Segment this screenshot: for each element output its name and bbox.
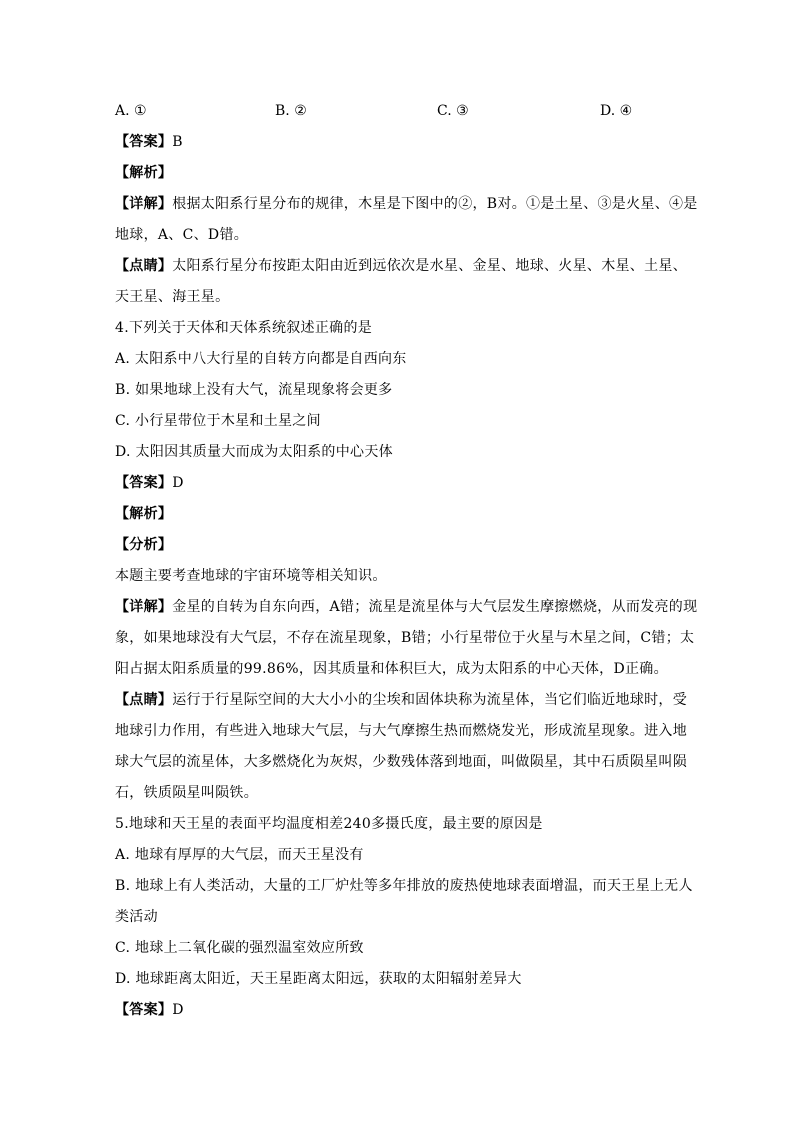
- answer-value: D: [172, 475, 184, 491]
- q3-option-d: D. ④: [600, 103, 633, 119]
- q4-detail-line: 象，如果地球没有大气层，不存在流星现象，B错；小行星带位于火星与木星之间，C错；太: [115, 630, 695, 646]
- q4-note-line: 地球引力作用，有些进入地球大气层，与大气摩擦生热而燃烧发光，形成流星现象。进入地: [115, 723, 687, 739]
- fenxi-tag: 【分析】: [115, 537, 173, 553]
- q4-fenxi-body: 本题主要考查地球的宇宙环境等相关知识。: [115, 568, 387, 584]
- q3-option-b: B. ②: [275, 103, 307, 119]
- q4-note-line: 石，铁质陨星叫陨铁。: [115, 785, 258, 801]
- q4-note-line: [115, 685, 688, 716]
- q3-option-a: A. ①: [115, 103, 147, 119]
- note-tag: 【点睛】: [115, 258, 173, 274]
- q5-stem: 5.地球和天王星的表面平均温度相差240多摄氏度，最主要的原因是: [115, 816, 543, 832]
- q5-option-a: A. 地球有厚厚的大气层，而天王星没有: [115, 847, 364, 863]
- q4-option-a: A. 太阳系中八大行星的自转方向都是自西向东: [115, 351, 407, 367]
- q3-detail-line: [115, 189, 698, 220]
- note-text: 运行于行星际空间的大大小小的尘埃和固体块称为流星体，当它们临近地球时，受: [172, 692, 688, 708]
- q5-option-c: C. 地球上二氧化碳的强烈温室效应所致: [115, 940, 364, 956]
- q3-note-line: [115, 251, 688, 282]
- q4-answer: [115, 468, 685, 499]
- detail-tag: 【详解】: [115, 196, 173, 212]
- q4-option-b: B. 如果地球上没有大气，流星现象将会更多: [115, 382, 393, 398]
- document-page: [115, 96, 698, 1026]
- q3-detail-line: 地球，A、C、D错。: [115, 227, 249, 243]
- q5-option-b-cont: 类活动: [115, 909, 158, 925]
- q4-detail-line: [115, 592, 698, 623]
- answer-value: D: [172, 1002, 184, 1018]
- answer-tag: 【答案】: [115, 475, 173, 491]
- q3-analysis: [115, 158, 685, 189]
- q4-option-c: C. 小行星带位于木星和土星之间: [115, 413, 321, 429]
- answer-tag: 【答案】: [115, 134, 173, 150]
- q4-fenxi: [115, 530, 685, 561]
- analysis-tag: 【解析】: [115, 165, 173, 181]
- analysis-tag: 【解析】: [115, 506, 173, 522]
- q3-note-line: 天王星、海王星。: [115, 289, 230, 305]
- q4-detail-line: 阳占据太阳系质量的99.86%，因其质量和体积巨大，成为太阳系的中心天体，D正确。: [115, 661, 668, 677]
- q5-option-d: D. 地球距离太阳近，天王星距离太阳远，获取的太阳辐射差异大: [115, 971, 522, 987]
- note-text: 太阳系行星分布按距太阳由近到远依次是水星、金星、地球、火星、木星、土星、: [172, 258, 688, 274]
- q4-analysis: [115, 499, 685, 530]
- q3-option-c: C. ③: [437, 103, 469, 119]
- detail-text: 金星的自转为自东向西，A错；流星是流星体与大气层发生摩擦燃烧，从而发亮的现: [172, 599, 698, 615]
- q4-note-line: 球大气层的流星体，大多燃烧化为灰烬，少数残体落到地面，叫做陨星，其中石质陨星叫陨: [115, 754, 687, 770]
- q5-answer: [115, 995, 685, 1026]
- q5-option-b: B. 地球上有人类活动，大量的工厂炉灶等多年排放的废热使地球表面增温，而天王星上无人: [115, 878, 693, 894]
- answer-tag: 【答案】: [115, 1002, 173, 1018]
- q4-stem: 4.下列关于天体和天体系统叙述正确的是: [115, 320, 373, 336]
- detail-tag: 【详解】: [115, 599, 173, 615]
- q3-options: [115, 96, 685, 127]
- q3-answer: [115, 127, 685, 158]
- detail-text: 根据太阳系行星分布的规律，木星是下图中的②，B对。①是土星、③是火星、④是: [172, 196, 698, 212]
- q4-option-d: D. 太阳因其质量大而成为太阳系的中心天体: [115, 444, 393, 460]
- answer-value: B: [172, 134, 183, 150]
- note-tag: 【点睛】: [115, 692, 173, 708]
